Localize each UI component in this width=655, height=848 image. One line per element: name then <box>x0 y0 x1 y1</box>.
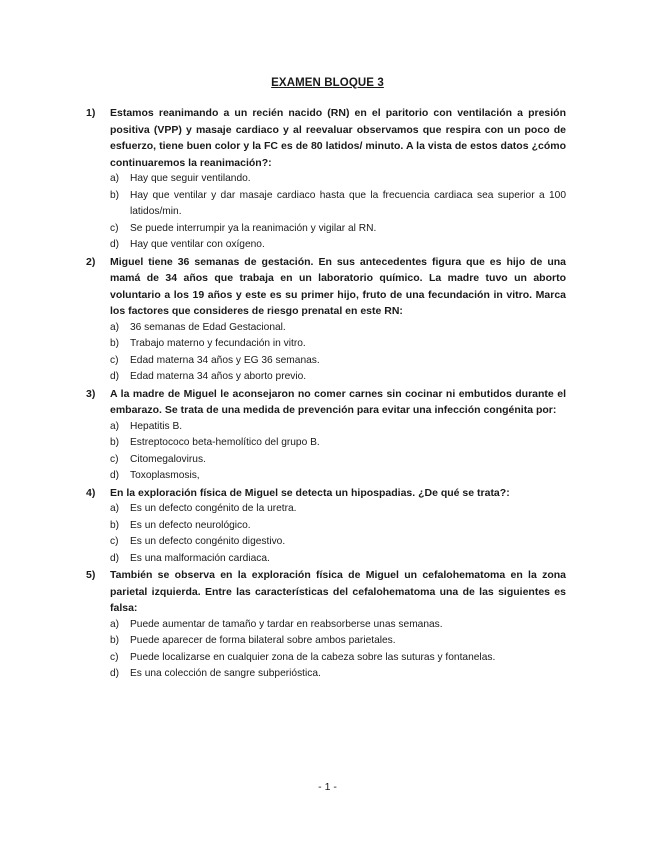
option-text: Puede aumentar de tamaño y tardar en reabsorberse unas semanas. <box>130 618 443 630</box>
option-text: Edad materna 34 años y EG 36 semanas. <box>130 354 320 366</box>
option-b <box>110 435 566 452</box>
option-d <box>110 369 566 386</box>
option-text: Citomegalovirus. <box>130 453 206 465</box>
question-text: Miguel tiene 36 semanas de gestación. En sus antecedentes figura que es hijo de una mamá de 34 años que trabaja en un laboratorio químico. La madre tuvo un aborto voluntario a los 19 años y este es su primer hijo, fruto de una fecundación in vitro. Marca los factores que consideres de riesgo prenatal en este RN: <box>110 255 566 317</box>
option-letter: c) <box>110 453 119 465</box>
option-list <box>110 617 566 683</box>
option-text: Puede localizarse en cualquier zona de la cabeza sobre las suturas y fontanelas. <box>130 651 496 663</box>
option-d <box>110 237 566 254</box>
question-number: 3) <box>86 387 96 400</box>
option-letter: a) <box>110 618 120 630</box>
question-text: En la exploración física de Miguel se detecta un hipospadias. ¿De qué se trata?: <box>110 486 510 499</box>
option-letter: d) <box>110 552 120 564</box>
question-text: Estamos reanimando a un recién nacido (RN) en el paritorio con ventilación a presión positiva (VPP) y masaje cardiaco y al reevaluar observamos que respira con un poco de esfuerzo, tiene buen color y la FC es de 80 latidos/ minuto. A la vista de estos datos ¿cómo continuaremos la reanimación?: <box>110 107 566 169</box>
option-list <box>110 320 566 386</box>
question-1 <box>86 105 566 254</box>
option-letter: a) <box>110 503 120 514</box>
option-letter: a) <box>110 420 120 432</box>
option-text: Es una colección de sangre subperióstica. <box>130 668 321 679</box>
option-letter: c) <box>110 354 119 366</box>
option-b <box>110 518 566 535</box>
option-c <box>110 650 566 667</box>
option-text: Puede aparecer de forma bilateral sobre ambos parietales. <box>130 635 396 646</box>
question-4 <box>86 485 566 568</box>
option-text: Toxoplasmosis, <box>130 470 200 481</box>
question-3 <box>86 386 566 485</box>
option-list <box>110 501 566 567</box>
option-letter: a) <box>110 173 120 184</box>
option-list <box>110 419 566 485</box>
option-a <box>110 617 566 634</box>
option-letter: c) <box>110 222 119 234</box>
option-d <box>110 468 566 485</box>
question-number: 5) <box>86 569 96 581</box>
question-2 <box>86 254 566 386</box>
option-text: Estreptococo beta-hemolítico del grupo B. <box>130 437 320 448</box>
question-list <box>86 105 566 683</box>
option-letter: c) <box>110 536 119 547</box>
option-letter: d) <box>110 668 120 679</box>
option-letter: d) <box>110 470 120 481</box>
option-b <box>110 336 566 353</box>
option-text: Trabajo materno y fecundación in vitro. <box>130 338 306 349</box>
option-a <box>110 171 566 188</box>
option-c <box>110 353 566 370</box>
question-number: 2) <box>86 255 96 268</box>
option-text: Es un defecto congénito de la uretra. <box>130 503 297 514</box>
option-text: Hay que ventilar con oxígeno. <box>130 239 265 250</box>
option-b <box>110 188 566 221</box>
option-letter: d) <box>110 371 120 382</box>
option-text: Edad materna 34 años y aborto previo. <box>130 371 307 382</box>
option-c <box>110 534 566 551</box>
page-number: - 1 - <box>318 781 337 793</box>
question-text: A la madre de Miguel le aconsejaron no comer carnes sin cocinar ni embutidos durante el embarazo. Se trata de una medida de prevención para evitar una infección congénita por: <box>110 387 566 416</box>
option-letter: c) <box>110 651 119 663</box>
option-a <box>110 419 566 436</box>
option-d <box>110 551 566 568</box>
option-text: 36 semanas de Edad Gestacional. <box>130 321 286 333</box>
question-number: 1) <box>86 107 96 119</box>
question-text: También se observa en la exploración física de Miguel un cefalohematoma en la zona parietal izquierda. Entre las características del cefalohematoma una de las siguientes es falsa: <box>110 569 566 614</box>
option-text: Es un defecto congénito digestivo. <box>130 536 286 547</box>
option-text: Es una malformación cardiaca. <box>130 552 270 564</box>
option-letter: b) <box>110 635 120 646</box>
exam-title: EXAMEN BLOQUE 3 <box>271 77 384 89</box>
option-list <box>110 171 566 254</box>
option-text: Se puede interrumpir ya la reanimación y vigilar al RN. <box>130 222 377 234</box>
option-c <box>110 452 566 469</box>
option-a <box>110 501 566 518</box>
option-c <box>110 221 566 238</box>
question-5 <box>86 567 566 683</box>
option-text: Hay que seguir ventilando. <box>130 173 251 184</box>
option-text: Hepatitis B. <box>130 420 183 432</box>
option-letter: b) <box>110 437 120 448</box>
option-letter: b) <box>110 189 120 201</box>
option-letter: b) <box>110 519 120 531</box>
option-letter: b) <box>110 338 120 349</box>
option-d <box>110 666 566 683</box>
option-b <box>110 633 566 650</box>
option-letter: d) <box>110 239 120 250</box>
option-a <box>110 320 566 337</box>
question-number: 4) <box>86 486 96 499</box>
option-text: Hay que ventilar y dar masaje cardiaco hasta que la frecuencia cardiaca sea superior a 100 latidos/min. <box>130 189 566 217</box>
option-text: Es un defecto neurológico. <box>130 519 251 531</box>
option-letter: a) <box>110 321 120 333</box>
